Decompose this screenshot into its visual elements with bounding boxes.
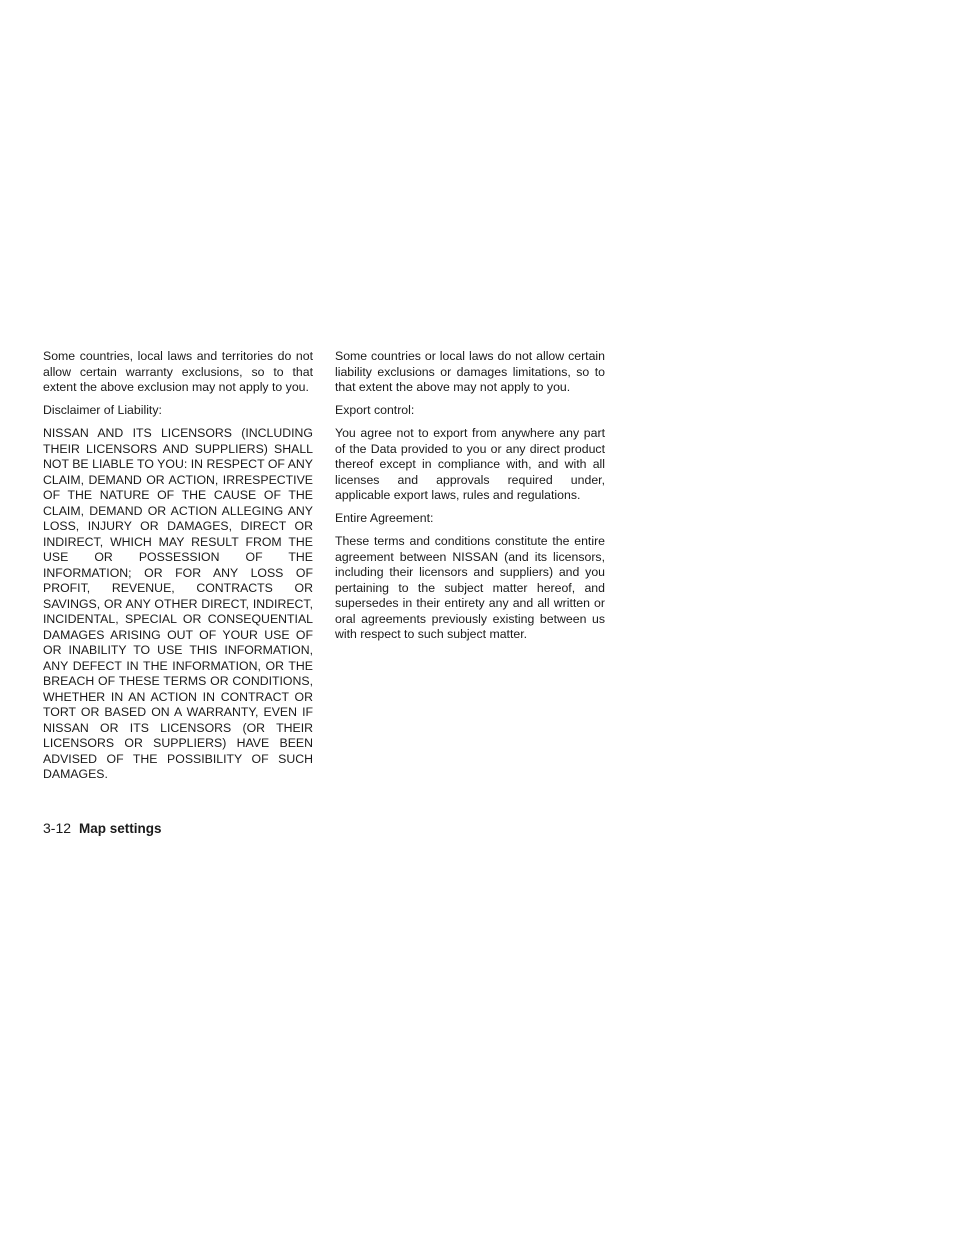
paragraph-export-control: You agree not to export from anywhere any part of the Data provided to you or any direct product thereof except in compliance with, and with all licenses and approvals required under, applicable export laws, rules and regulations.: [335, 426, 605, 502]
section-title: Map settings: [79, 821, 162, 836]
page-footer: [43, 820, 162, 837]
paragraph-entire-agreement: These terms and conditions constitute the entire agreement between NISSAN (and its licensors, including their licensors and suppliers) and you pertaining to the subject matter hereof, and supersedes in their entirety any and all written or oral agreements previously existing between us with respect to such subject matter.: [335, 534, 605, 641]
paragraph-liability-disclaimer: NISSAN AND ITS LICENSORS (INCLUDING THEIR LICENSORS AND SUPPLIERS) SHALL NOT BE LIABLE TO YOU: IN RESPECT OF ANY CLAIM, DEMAND OR ACTION, IRRESPECTIVE OF THE NATURE OF THE CAUSE OF THE CLAIM, DEMAND OR ACTION ALLEGING ANY LOSS, INJURY OR DAMAGES, DIRECT OR INDIRECT, WHICH MAY RESULT FROM THE USE OR POSSESSION OF THE INFORMATION; OR FOR ANY LOSS OF PROFIT, REVENUE, CONTRACTS OR SAVINGS, OR ANY OTHER DIRECT, INDIRECT, INCIDENTAL, SPECIAL OR CONSEQUENTIAL DAMAGES ARISING OUT OF YOUR USE OF OR INABILITY TO USE THIS INFORMATION, ANY DEFECT IN THE INFORMATION, OR THE BREACH OF THESE TERMS OR CONDITIONS, WHETHER IN AN ACTION IN CONTRACT OR TORT OR BASED ON A WARRANTY, EVEN IF NISSAN OR ITS LICENSORS (OR THEIR LICENSORS OR SUPPLIERS) HAVE BEEN ADVISED OF THE POSSIBILITY OF SUCH DAMAGES.: [43, 426, 313, 781]
right-text-column: [335, 349, 605, 650]
heading-entire-agreement: Entire Agreement:: [335, 511, 434, 525]
paragraph-warranty-exclusions: Some countries, local laws and territories do not allow certain warranty exclusions, so to that extent the above exclusion may not apply to you.: [43, 349, 313, 394]
left-text-column: [43, 349, 313, 790]
paragraph-liability-limitations: Some countries or local laws do not allow certain liability exclusions or damages limitations, so to that extent the above may not apply to you.: [335, 349, 605, 394]
heading-disclaimer-of-liability: Disclaimer of Liability:: [43, 403, 162, 417]
heading-export-control: Export control:: [335, 403, 415, 417]
page-number: 3-12: [43, 820, 72, 836]
